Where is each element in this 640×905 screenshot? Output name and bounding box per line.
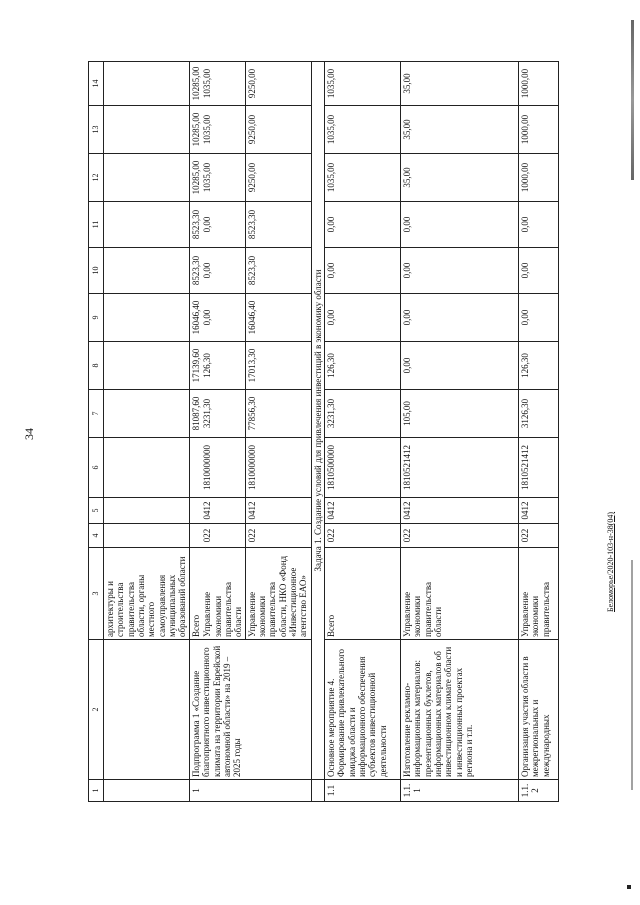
cell-2020: 0,00 (325, 294, 401, 342)
cell-2022 (190, 202, 246, 248)
cell-2022: 0,00 (519, 202, 559, 248)
cell-grbs (104, 524, 190, 548)
row-number: 1 (190, 780, 312, 802)
cell-2025: 1000,00 (519, 62, 559, 106)
table-row (519, 62, 559, 802)
cell-rzpr (104, 498, 190, 524)
cell-grbs: 022 (519, 524, 559, 548)
cell-total: 105,00 (401, 390, 519, 438)
row-name (104, 640, 190, 780)
cell-2024: 35,00 (401, 106, 519, 154)
cell-total (190, 390, 246, 438)
section-blank (311, 780, 324, 802)
cell-2024: 9250,00 (245, 106, 311, 154)
cell-2021: 0,00 (519, 248, 559, 294)
header-cell: 3 (89, 548, 104, 640)
cell-rzpr: 0412 (325, 498, 401, 524)
header-cell: 10 (89, 248, 104, 294)
header-cell: 5 (89, 498, 104, 524)
value-executor: 0,00 (202, 309, 213, 326)
cell-rzpr: 0412 (401, 498, 519, 524)
value-total: 81087,60 (191, 396, 201, 431)
value-executor: 3231,30 (202, 398, 213, 429)
cell-2023: 35,00 (401, 154, 519, 202)
cell-grbs: 022 (401, 524, 519, 548)
cell-2019: 17013,30 (245, 342, 311, 390)
row-number (104, 780, 190, 802)
row-executor (190, 548, 246, 640)
cell-rzpr: 0412 (519, 498, 559, 524)
scan-edge-artifact-lower (631, 560, 633, 790)
header-cell: 9 (89, 294, 104, 342)
cell-2020: 0,00 (519, 294, 559, 342)
section-row (311, 62, 324, 802)
value-executor: 1035,00 (202, 68, 213, 99)
value-executor: 0,00 (202, 216, 213, 233)
header-cell: 13 (89, 106, 104, 154)
cell-csr: 1810000000 (190, 438, 246, 498)
value-total: 8523,30 (191, 209, 201, 240)
row-executor: Управление экономики правительства области, НКО «Фонд «Инвестиционное агентство ЕАО» (245, 548, 311, 640)
cell-2025: 1035,00 (325, 62, 401, 106)
row-name: Подпрограмма 1 «Создание благоприятного инвестиционного климата на территории Еврейской автономной области» на 2019 – 2025 годы (190, 640, 312, 780)
row-executor: Управление экономики правительства области (401, 548, 519, 640)
page-number: 34 (22, 428, 36, 440)
cell-2019 (104, 342, 190, 390)
value-total: 10285,00 (191, 112, 201, 147)
value-total: 10285,00 (191, 66, 201, 101)
cell-2019: 0,00 (401, 342, 519, 390)
value-executor: 1035,00 (202, 162, 213, 193)
cell-2019 (190, 342, 246, 390)
cell-2024 (190, 106, 246, 154)
cell-2023: 1035,00 (325, 154, 401, 202)
cell-2022: 0,00 (325, 202, 401, 248)
header-cell: 1 (89, 780, 104, 802)
header-cell: 11 (89, 202, 104, 248)
cell-2023 (190, 154, 246, 202)
header-cell: 2 (89, 640, 104, 780)
cell-2019: 126,30 (519, 342, 559, 390)
header-cell: 12 (89, 154, 104, 202)
header-cell: 14 (89, 62, 104, 106)
cell-csr: 1810521412 (401, 438, 519, 498)
row-executor: архитектуры и строительства правительства области, органы местного самоуправления муниципальных образований области (104, 548, 190, 640)
value-total: 17139,60 (191, 348, 201, 383)
cell-2025 (104, 62, 190, 106)
executor-name: Управление экономики правительства области (202, 582, 244, 637)
cell-2025: 35,00 (401, 62, 519, 106)
cell-2023 (104, 154, 190, 202)
value-total: 8523,30 (191, 255, 201, 286)
cell-total: 3231,30 (325, 390, 401, 438)
cell-2022: 8523,30 (245, 202, 311, 248)
cell-rzpr: 0412 (245, 498, 311, 524)
cell-rzpr: 0412 (190, 498, 246, 524)
cell-2024 (104, 106, 190, 154)
cell-2024: 1000,00 (519, 106, 559, 154)
rotated-table-container (88, 62, 556, 802)
cell-2021 (104, 248, 190, 294)
row-name: Организация участия области в межрегиональных и международных (519, 640, 559, 780)
row-number: 1.1.2 (519, 780, 559, 802)
section-title: Задача 1. Создание условий для привлечения инвестиций в экономику области (311, 62, 324, 780)
table-row-subprogram (190, 62, 246, 802)
cell-grbs: 022 (325, 524, 401, 548)
cell-2023: 1000,00 (519, 154, 559, 202)
value-executor: 1035,00 (202, 114, 213, 145)
cell-2023: 9250,00 (245, 154, 311, 202)
table-row (104, 62, 190, 802)
header-row (89, 62, 104, 802)
cell-2024: 1035,00 (325, 106, 401, 154)
header-cell: 6 (89, 438, 104, 498)
cell-2021 (190, 248, 246, 294)
cell-2021: 8523,30 (245, 248, 311, 294)
value-executor: 0,00 (202, 262, 213, 279)
row-name: Основное мероприятие 4. Формирование привлекательного имиджа области и информационного обеспечения субъектов инвестиционной деятельности (325, 640, 401, 780)
scan-edge-artifact (631, 20, 634, 180)
cell-total: 77856,30 (245, 390, 311, 438)
row-executor: Всего (325, 548, 401, 640)
cell-2022: 0,00 (401, 202, 519, 248)
cell-grbs: 022 (190, 524, 246, 548)
value-total: 10285,00 (191, 160, 201, 195)
table-row (325, 62, 401, 802)
cell-2020 (190, 294, 246, 342)
cell-csr: 1810521412 (519, 438, 559, 498)
cell-2025 (190, 62, 246, 106)
header-cell: 4 (89, 524, 104, 548)
cell-grbs: 022 (245, 524, 311, 548)
row-number: 1.1 (325, 780, 401, 802)
cell-2021: 0,00 (325, 248, 401, 294)
cell-total: 3126,30 (519, 390, 559, 438)
cell-2022 (104, 202, 190, 248)
footer-note: Беломорье/2020-103-н-38(04) (606, 511, 615, 612)
header-cell: 8 (89, 342, 104, 390)
cell-2019: 126,30 (325, 342, 401, 390)
cell-2020 (104, 294, 190, 342)
cell-csr: 1810500000 (325, 438, 401, 498)
cell-2025: 9250,00 (245, 62, 311, 106)
cell-total (104, 390, 190, 438)
cell-2021: 0,00 (401, 248, 519, 294)
value-total: 16046,40 (191, 300, 201, 335)
scan-dot-artifact (627, 885, 631, 889)
table-row (401, 62, 519, 802)
row-executor: Управление экономики правительства (519, 548, 559, 640)
cell-csr: 1810000000 (245, 438, 311, 498)
value-executor: 126,30 (202, 353, 213, 378)
row-number: 1.1.1 (401, 780, 519, 802)
executor-total-label: Всего (191, 614, 201, 637)
cell-2020: 0,00 (401, 294, 519, 342)
budget-table (88, 61, 559, 802)
header-cell: 7 (89, 390, 104, 438)
row-name: Изготовление рекламно-информационных материалов: презентационных буклетов, информационных материалов об инвестиционном климате области и инвестиционных проектах региона и т.п. (401, 640, 519, 780)
cell-csr (104, 438, 190, 498)
cell-2020: 16046,40 (245, 294, 311, 342)
